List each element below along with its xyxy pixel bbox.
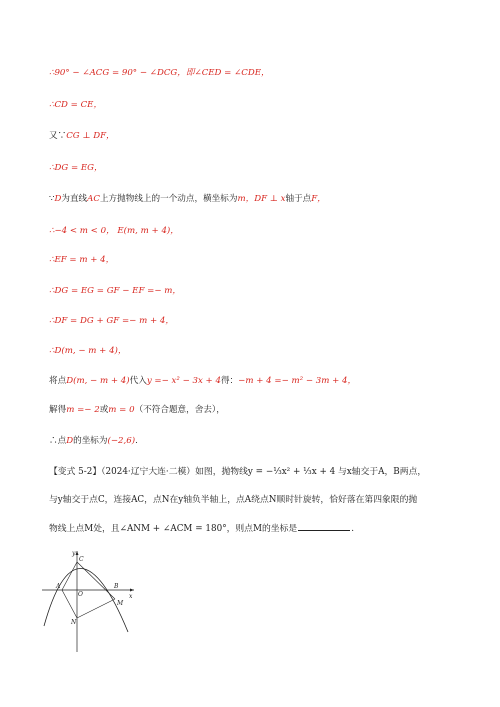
solution-line-9: ∴DF = DG + GF =− m + 4，	[49, 316, 174, 326]
math-segment: y =− x² − 3x + 4	[146, 376, 221, 386]
text-segment: .	[135, 436, 138, 446]
solution-line-3-math: CG ⊥ DF，	[66, 131, 115, 141]
parabola-figure	[40, 548, 136, 656]
math-segment: D	[66, 436, 74, 446]
math-segment: −m + 4 =− m² − 3m + 4，	[238, 376, 357, 386]
solution-line-5	[49, 193, 326, 205]
label-O: O	[78, 591, 83, 598]
x-axis-arrow-icon	[130, 589, 134, 592]
solution-line-3-prefix: 又∵	[49, 131, 67, 141]
math-segment: F，	[311, 194, 326, 204]
solution-line-13	[49, 435, 138, 447]
solution-line-2: ∴CD = CE，	[49, 100, 103, 110]
text-segment: 得：	[220, 376, 239, 386]
text-segment: 为直线	[61, 194, 88, 204]
text-segment: 或	[99, 405, 109, 415]
text-segment: 轴于点	[285, 194, 312, 204]
text-segment: ∵	[49, 194, 55, 204]
answer-blank[interactable]	[298, 522, 350, 531]
math-segment: D	[54, 194, 62, 204]
text-segment: 的坐标为	[73, 436, 108, 446]
parabola-diagram	[40, 548, 136, 656]
label-B: B	[114, 583, 119, 590]
segment-NM	[77, 599, 115, 618]
text-segment: 代入	[129, 376, 147, 386]
solution-line-8: ∴DG = EG = GF − EF =− m，	[49, 286, 182, 296]
text-segment: 解得	[49, 405, 67, 415]
solution-line-10: ∴D(m, − m + 4)，	[49, 346, 127, 356]
solution-line-6: ∴−4 < m < 0， E(m, m + 4)，	[49, 226, 179, 236]
math-segment: m，DF ⊥ x	[237, 194, 286, 204]
text-segment: 将点	[49, 376, 67, 386]
label-N: N	[71, 619, 77, 626]
solution-line-7: ∴EF = m + 4，	[49, 255, 115, 265]
y-axis-arrow-icon	[76, 551, 79, 555]
math-segment: m = 0	[108, 405, 135, 415]
problem-line-3	[49, 522, 354, 535]
solution-line-4: ∴DG = EG，	[49, 163, 103, 173]
text-segment: （不符合题意，舍去），	[134, 405, 225, 415]
text-segment: 物线上点M处，且∠ANM + ∠ACM = 180°，则点M的坐标是	[49, 524, 298, 534]
math-segment: (−2,6)	[107, 436, 136, 446]
math-segment: m =− 2	[66, 405, 100, 415]
label-A: A	[56, 583, 61, 590]
text-segment: ∴点	[49, 436, 67, 446]
solution-line-11	[49, 375, 356, 387]
segment-AC	[62, 562, 77, 590]
solution-line-1: ∴90° − ∠ACG = 90° − ∠DCG，即∠CED = ∠CDE，	[49, 68, 270, 78]
label-x: x	[129, 593, 133, 600]
problem-line-1: 【变式 5-2】（2024·辽宁大连·二模）如图，抛物线y = −⅓x² + ⅓x + 4 与x轴交于A，B两点，	[49, 467, 427, 477]
math-segment: D(m, − m + 4)	[66, 376, 130, 386]
solution-line-3	[49, 130, 115, 142]
math-segment: AC	[87, 194, 100, 204]
problem-line-2: 与y轴交于点C，连接AC，点N在y轴负半轴上，点A绕点N顺时针旋转，恰好落在第四象限的抛	[49, 495, 418, 505]
parabola-curve	[44, 568, 128, 632]
label-y: y	[72, 550, 76, 557]
text-segment: .	[351, 524, 354, 534]
solution-line-12	[49, 404, 225, 416]
label-C: C	[79, 556, 84, 563]
label-M: M	[117, 600, 124, 607]
text-segment: 上方抛物线上的一个动点，横坐标为	[99, 194, 238, 204]
segment-AN	[62, 590, 77, 618]
